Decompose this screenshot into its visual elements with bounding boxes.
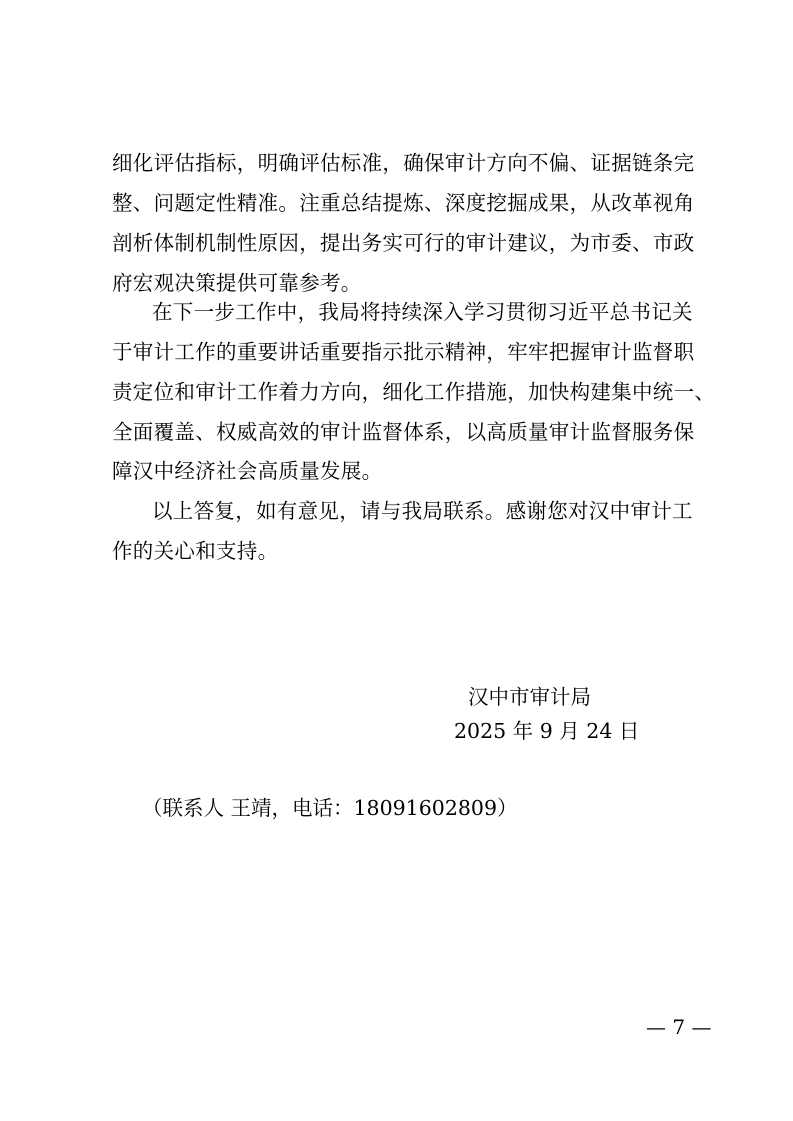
body-line: 障汉中经济社会高质量发展。 [112,459,383,483]
body-line: 以上答复，如有意见，请与我局联系。感谢您对汉中审计工 [152,499,693,523]
body-line: 剖析体制机制性原因，提出务实可行的审计建议，为市委、市政 [112,231,695,255]
signature-organization: 汉中市审计局 [468,685,591,709]
body-line: 府宏观决策提供可靠参考。 [112,271,362,295]
body-line: 细化评估指标，明确评估标准，确保审计方向不偏、证据链条完 [112,151,695,175]
page-number: — 7 — [646,1015,712,1039]
body-line: 作的关心和支持。 [112,539,279,563]
body-line: 整、问题定性精准。注重总结提炼、深度挖掘成果，从改革视角 [112,191,695,215]
body-line: 全面覆盖、权威高效的审计监督体系，以高质量审计监督服务保 [112,420,695,444]
body-line: 于审计工作的重要讲话重要指示批示精神，牢牢把握审计监督职 [112,340,695,364]
signature-date: 2025 年 9 月 24 日 [454,719,640,743]
body-line: 在下一步工作中，我局将持续深入学习贯彻习近平总书记关 [152,300,693,324]
body-line: 责定位和审计工作着力方向，细化工作措施，加快构建集中统一、 [112,380,716,404]
contact-info: （联系人 王靖，电话：18091602809） [142,796,518,820]
